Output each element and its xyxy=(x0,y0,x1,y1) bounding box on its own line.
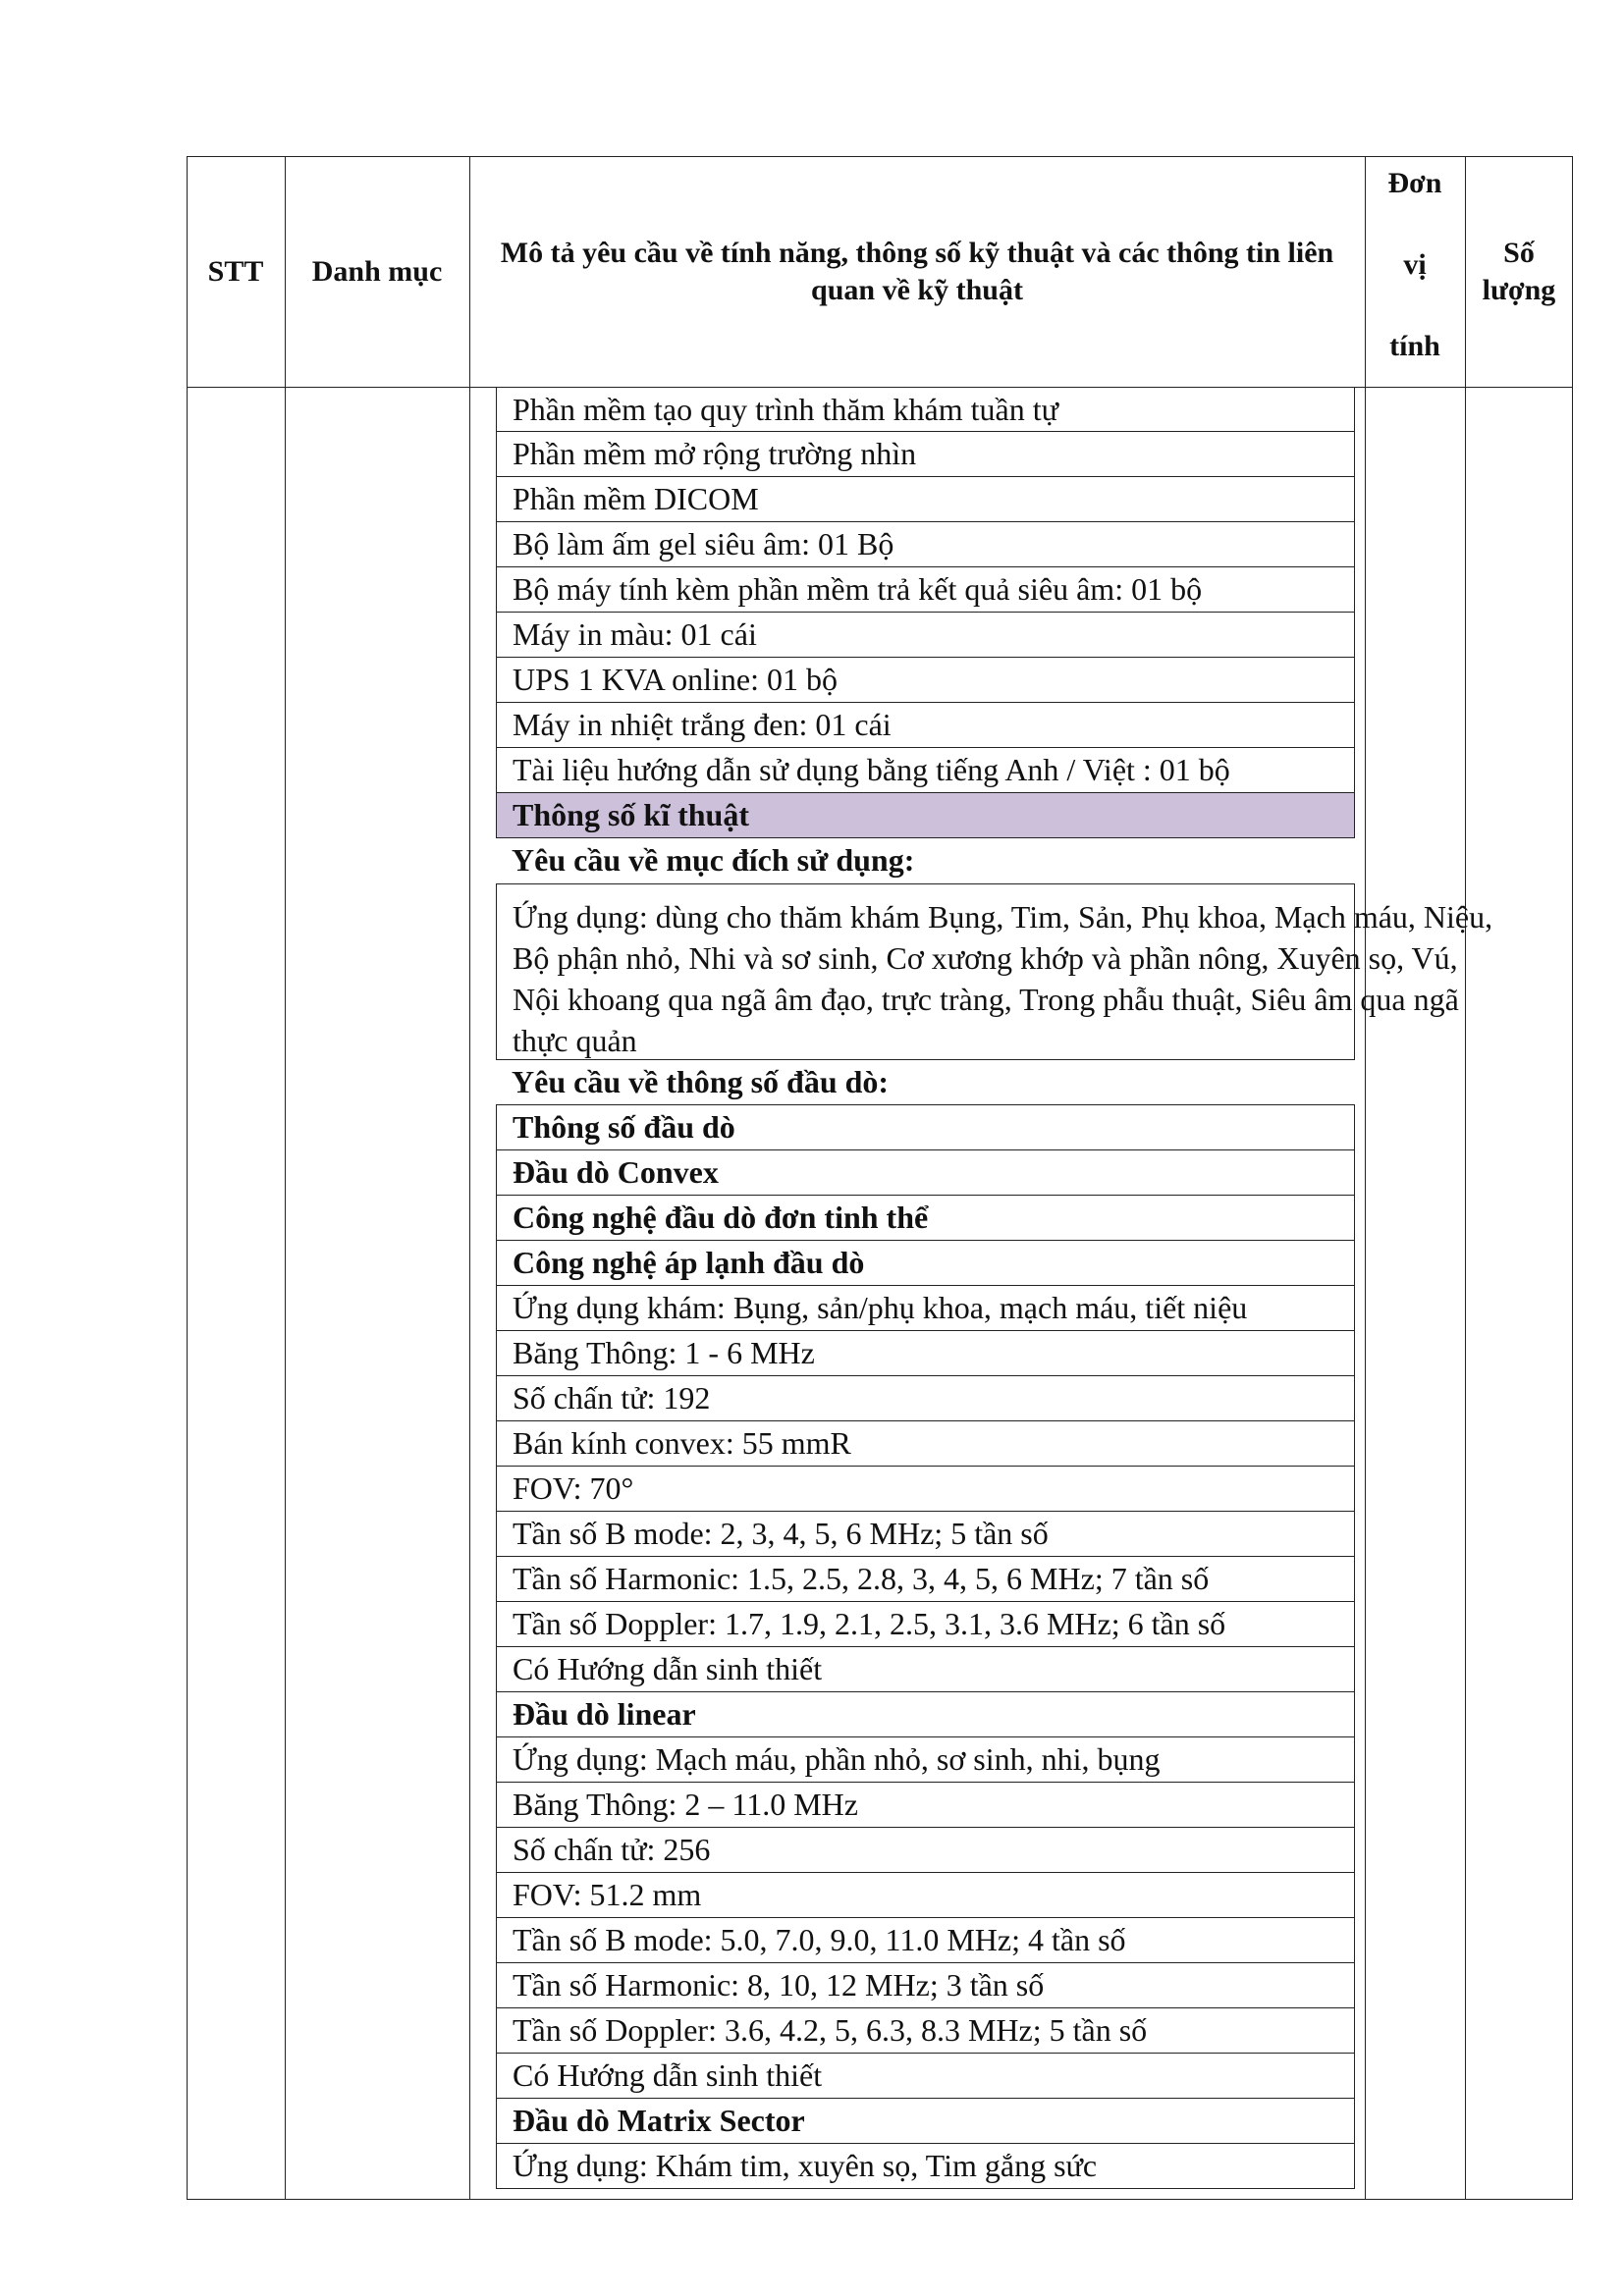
table-row: Có Hướng dẫn sinh thiết xyxy=(496,1647,1355,1692)
table-row: Ứng dụng khám: Bụng, sản/phụ khoa, mạch máu, tiết niệu xyxy=(496,1286,1355,1331)
table-row: Bán kính convex: 55 mmR xyxy=(496,1421,1355,1467)
table-row: Tần số Harmonic: 8, 10, 12 MHz; 3 tần số xyxy=(496,1963,1355,2008)
table-row-ung-dung xyxy=(496,883,1493,1060)
column-divider-don-vi xyxy=(1465,156,1466,2200)
table-row: Ứng dụng: Mạch máu, phần nhỏ, sơ sinh, nhi, bụng xyxy=(496,1737,1355,1783)
table-row: Tần số Doppler: 3.6, 4.2, 5, 6.3, 8.3 MHz; 5 tần số xyxy=(496,2008,1355,2054)
table-row: Bộ máy tính kèm phần mềm trả kết quả siêu âm: 01 bộ xyxy=(496,567,1355,613)
table-row: Tần số B mode: 2, 3, 4, 5, 6 MHz; 5 tần số xyxy=(496,1512,1355,1557)
table-row: Công nghệ đầu dò đơn tinh thể xyxy=(496,1196,1355,1241)
header-stt: STT xyxy=(207,255,264,288)
table-row: UPS 1 KVA online: 01 bộ xyxy=(496,658,1355,703)
table-row: Tần số B mode: 5.0, 7.0, 9.0, 11.0 MHz; 4 tần số xyxy=(496,1918,1355,1963)
table-row: Đầu dò Matrix Sector xyxy=(496,2099,1355,2144)
header-don-vi-line-3: tính xyxy=(1389,330,1440,362)
table-row: Công nghệ áp lạnh đầu dò xyxy=(496,1241,1355,1286)
table-row: Bộ làm ấm gel siêu âm: 01 Bộ xyxy=(496,522,1355,567)
table-row: Có Hướng dẫn sinh thiết xyxy=(496,2054,1355,2099)
table-row: FOV: 51.2 mm xyxy=(496,1873,1355,1918)
table-row: Đầu dò Convex xyxy=(496,1150,1355,1196)
table-row: Tài liệu hướng dẫn sử dụng bằng tiếng Anh / Việt : 01 bộ xyxy=(496,748,1355,793)
table-row: Ứng dụng: Khám tim, xuyên sọ, Tim gắng sức xyxy=(496,2144,1355,2189)
table-row: Băng Thông: 2 – 11.0 MHz xyxy=(496,1783,1355,1828)
table-row: Phần mềm tạo quy trình thăm khám tuần tự xyxy=(496,387,1355,432)
ung-dung-text: Ứng dụng: dùng cho thăm khám Bụng, Tim, Sản, Phụ khoa, Mạch máu, Niệu, Bộ phận nhỏ, Nhi và sơ sinh, Cơ xương khớp và phần nông, Xuyên sọ, Vú, Nội khoang qua ngã âm đạo, trực tràng, Trong phẫu thuật, Siêu âm qua ngã thực quản xyxy=(513,899,1493,1058)
header-danh-muc: Danh mục xyxy=(311,255,443,288)
header-don-vi-line-1: Đơn xyxy=(1387,167,1442,199)
table-row: Đầu dò linear xyxy=(496,1692,1355,1737)
table-row: Máy in nhiệt trắng đen: 01 cái xyxy=(496,703,1355,748)
table-row: Phần mềm DICOM xyxy=(496,477,1355,522)
spec-list xyxy=(496,387,1493,2189)
header-don-vi-line-2: vị xyxy=(1403,248,1427,281)
section-heading-muc-dich: Yêu cầu về mục đích sử dụng: xyxy=(512,842,915,878)
table-row: Số chấn tử: 256 xyxy=(496,1828,1355,1873)
table-row: Tần số Harmonic: 1.5, 2.5, 2.8, 3, 4, 5, 6 MHz; 7 tần số xyxy=(496,1557,1355,1602)
table-row: FOV: 70° xyxy=(496,1467,1355,1512)
column-divider-stt xyxy=(285,156,286,2200)
table-row: Tần số Doppler: 1.7, 1.9, 2.1, 2.5, 3.1, 3.6 MHz; 6 tần số xyxy=(496,1602,1355,1647)
table-row: Máy in màu: 01 cái xyxy=(496,613,1355,658)
header-so-luong: Số lượng xyxy=(1482,237,1556,306)
header-don-vi-tinh xyxy=(1365,156,1465,388)
table-row: Phần mềm mở rộng trường nhìn xyxy=(496,432,1355,477)
table-row: Thông số đầu dò xyxy=(496,1105,1355,1150)
table-row: Băng Thông: 1 - 6 MHz xyxy=(496,1331,1355,1376)
table-row: Số chấn tử: 192 xyxy=(496,1376,1355,1421)
header-mo-ta: Mô tả yêu cầu về tính năng, thông số kỹ thuật và các thông tin liên quan về kỹ thuật xyxy=(500,237,1334,306)
section-heading-dau-do: Yêu cầu về thông số đầu dò: xyxy=(496,1060,1355,1105)
column-divider-danh-muc xyxy=(469,156,470,2200)
column-divider-mo-ta xyxy=(1365,156,1366,2200)
section-heading-thong-so: Thông số kĩ thuật xyxy=(496,793,1355,838)
